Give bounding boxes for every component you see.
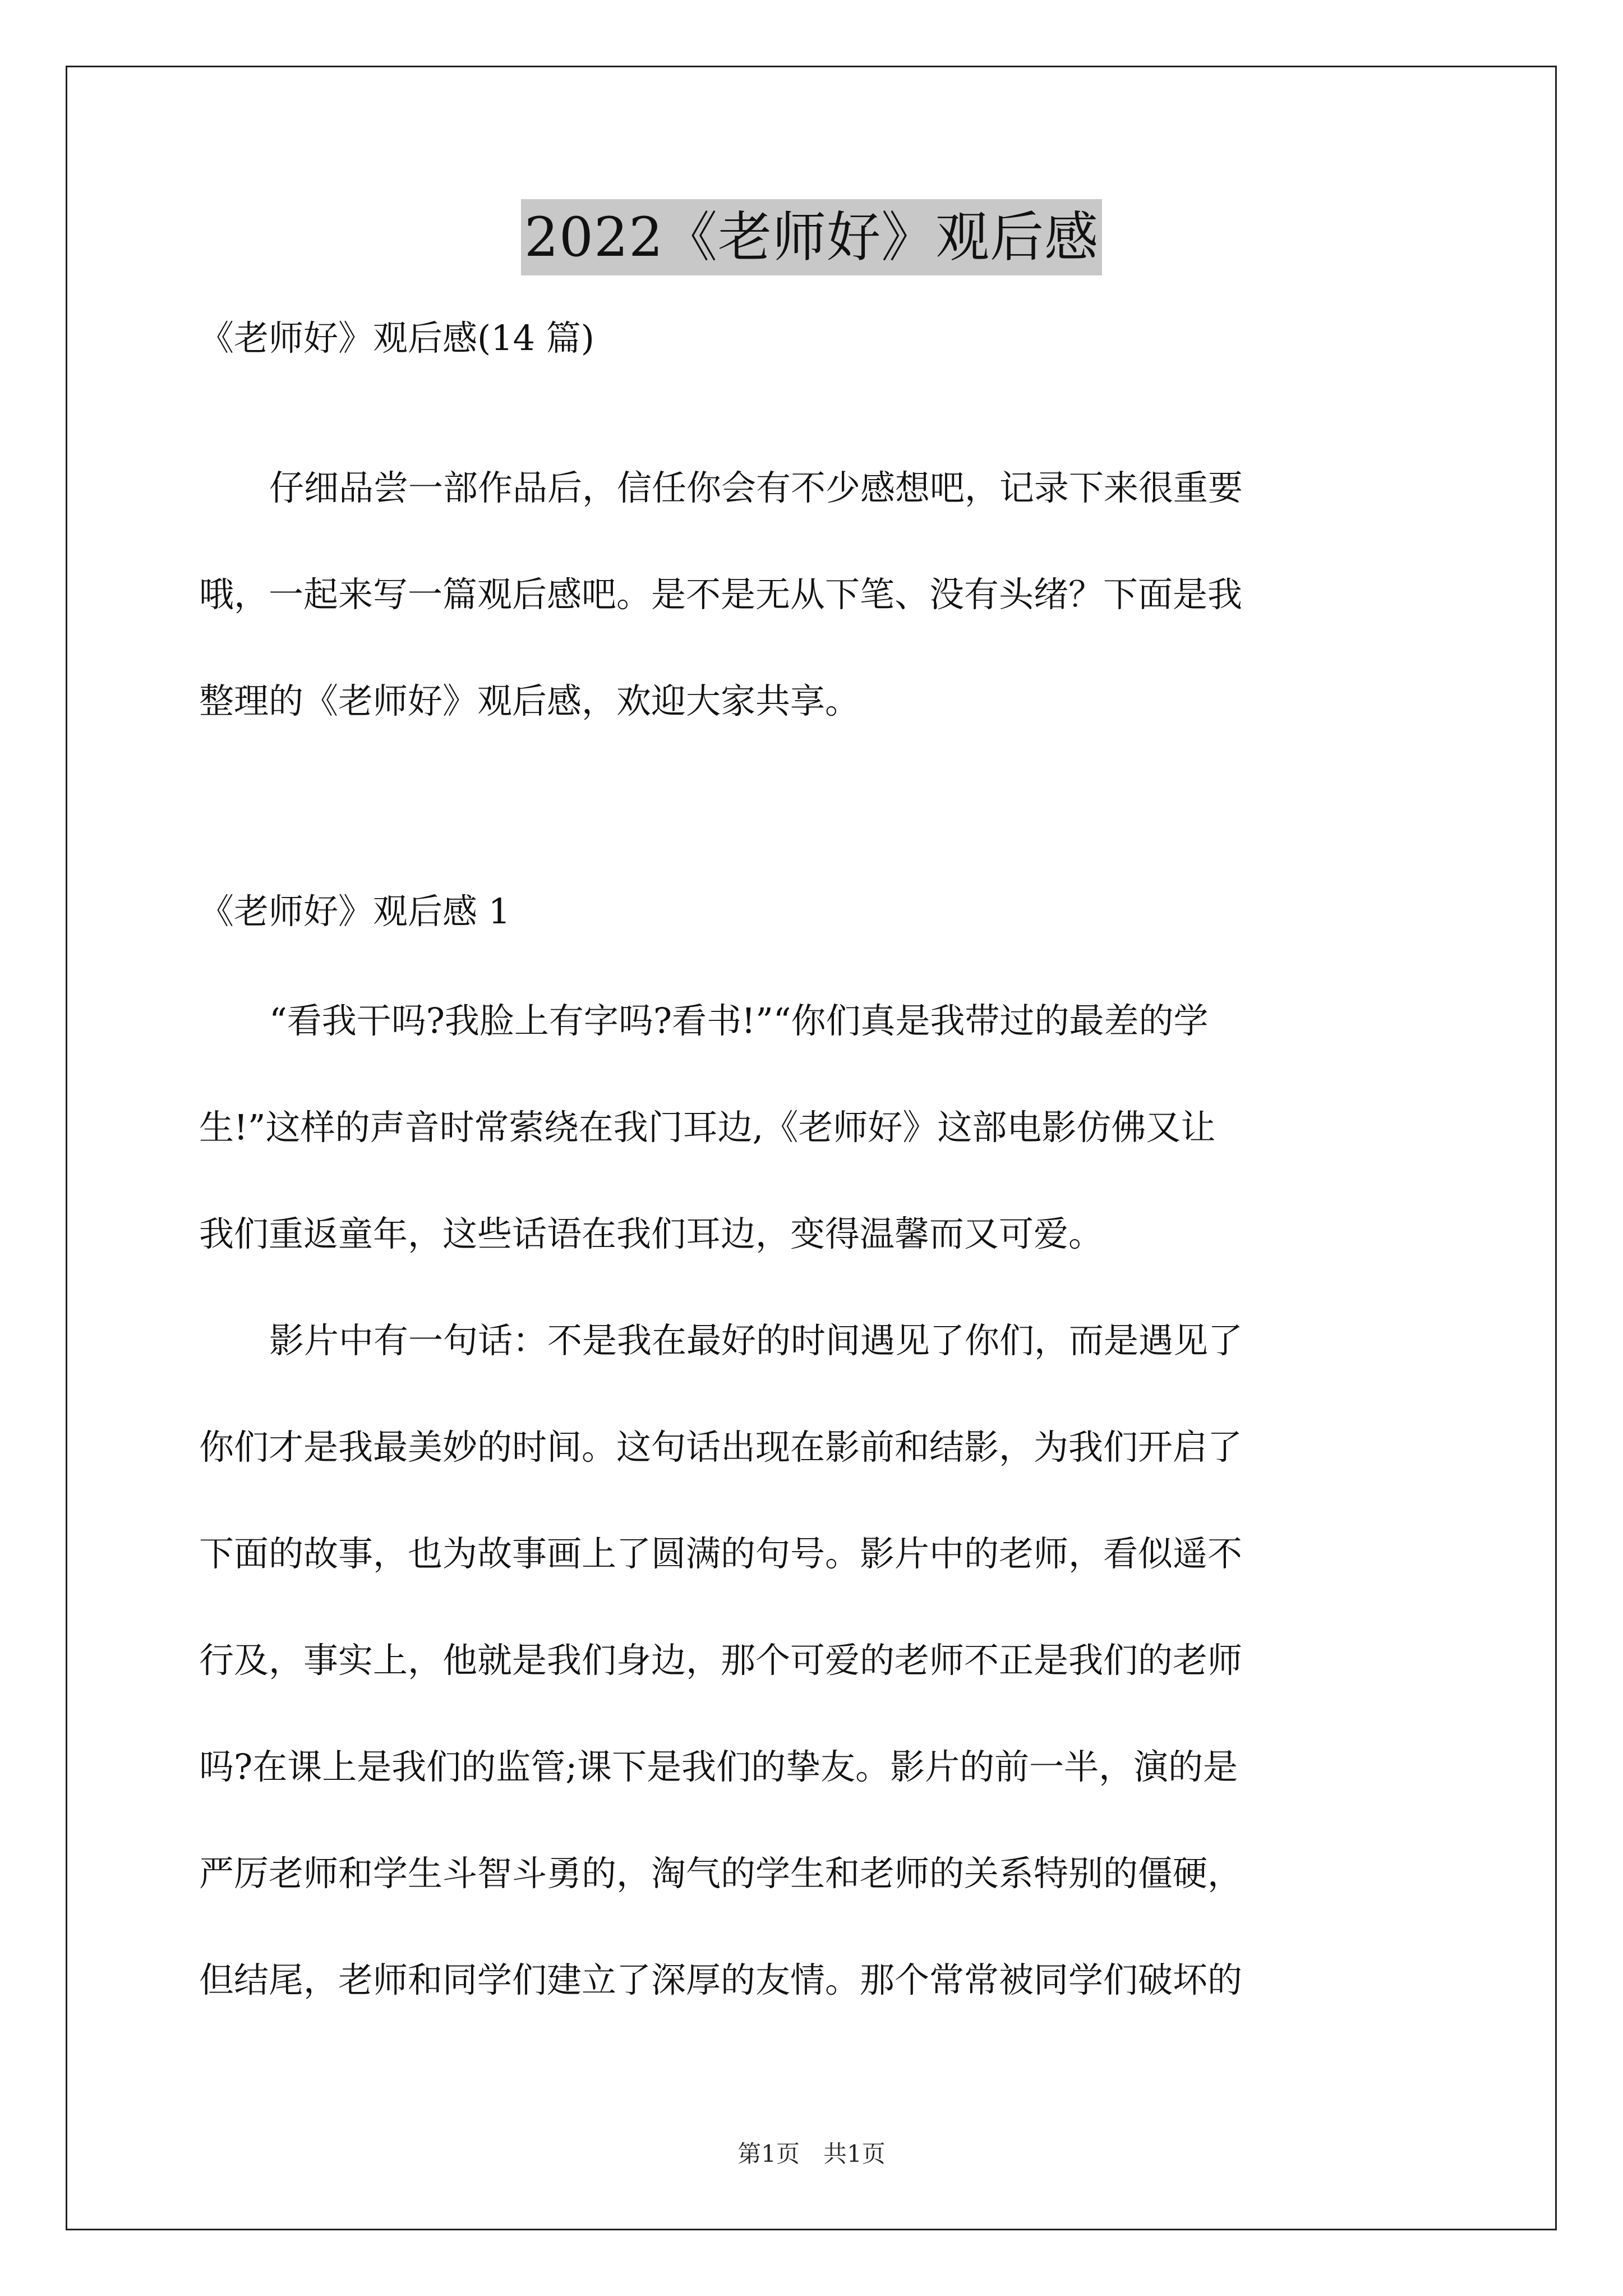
section-heading[interactable]: 《老师好》观后感 1 (199, 891, 511, 932)
paragraph-line[interactable]: 下面的故事，也为故事画上了圆满的句号。影片中的老师，看似遥不 (199, 1533, 1243, 1574)
paragraph-line[interactable]: “看我干吗?我脸上有字吗?看书!”“你们真是我带过的最差的学 (269, 1000, 1209, 1041)
paragraph-line[interactable]: 但结尾，老师和同学们建立了深厚的友情。那个常常被同学们破坏的 (199, 1959, 1243, 2000)
intro-line[interactable]: 仔细品尝一部作品后，信任你会有不少感想吧，记录下来很重要 (269, 467, 1243, 508)
paragraph-line[interactable]: 行及，事实上，他就是我们身边，那个可爱的老师不正是我们的老师 (199, 1640, 1243, 1681)
subtitle[interactable]: 《老师好》观后感(14 篇) (199, 318, 594, 358)
intro-line[interactable]: 整理的《老师好》观后感，欢迎大家共享。 (199, 680, 860, 721)
paragraph-line[interactable]: 吗?在课上是我们的监管;课下是我们的挚友。影片的前一半，演的是 (199, 1746, 1238, 1787)
paragraph-line[interactable]: 影片中有一句话：不是我在最好的时间遇见了你们，而是遇见了 (269, 1320, 1243, 1361)
paragraph-line[interactable]: 严厉老师和学生斗智斗勇的，淘气的学生和老师的关系特别的僵硬， (199, 1853, 1243, 1894)
paragraph-line[interactable]: 我们重返童年，这些话语在我们耳边，变得温馨而又可爱。 (199, 1213, 1104, 1254)
page-footer: 第1页 共1页 (737, 2140, 886, 2168)
intro-line[interactable]: 哦，一起来写一篇观后感吧。是不是无从下笔、没有头绪？下面是我 (199, 574, 1243, 615)
title-container (0, 199, 1623, 275)
paragraph-line[interactable]: 你们才是我最美妙的时间。这句话出现在影前和结影，为我们开启了 (199, 1427, 1243, 1467)
paragraph-line[interactable]: 生!”这样的声音时常萦绕在我门耳边,《老师好》这部电影仿佛又让 (199, 1107, 1216, 1148)
document-title[interactable]: 2022《老师好》观后感 (521, 199, 1102, 275)
